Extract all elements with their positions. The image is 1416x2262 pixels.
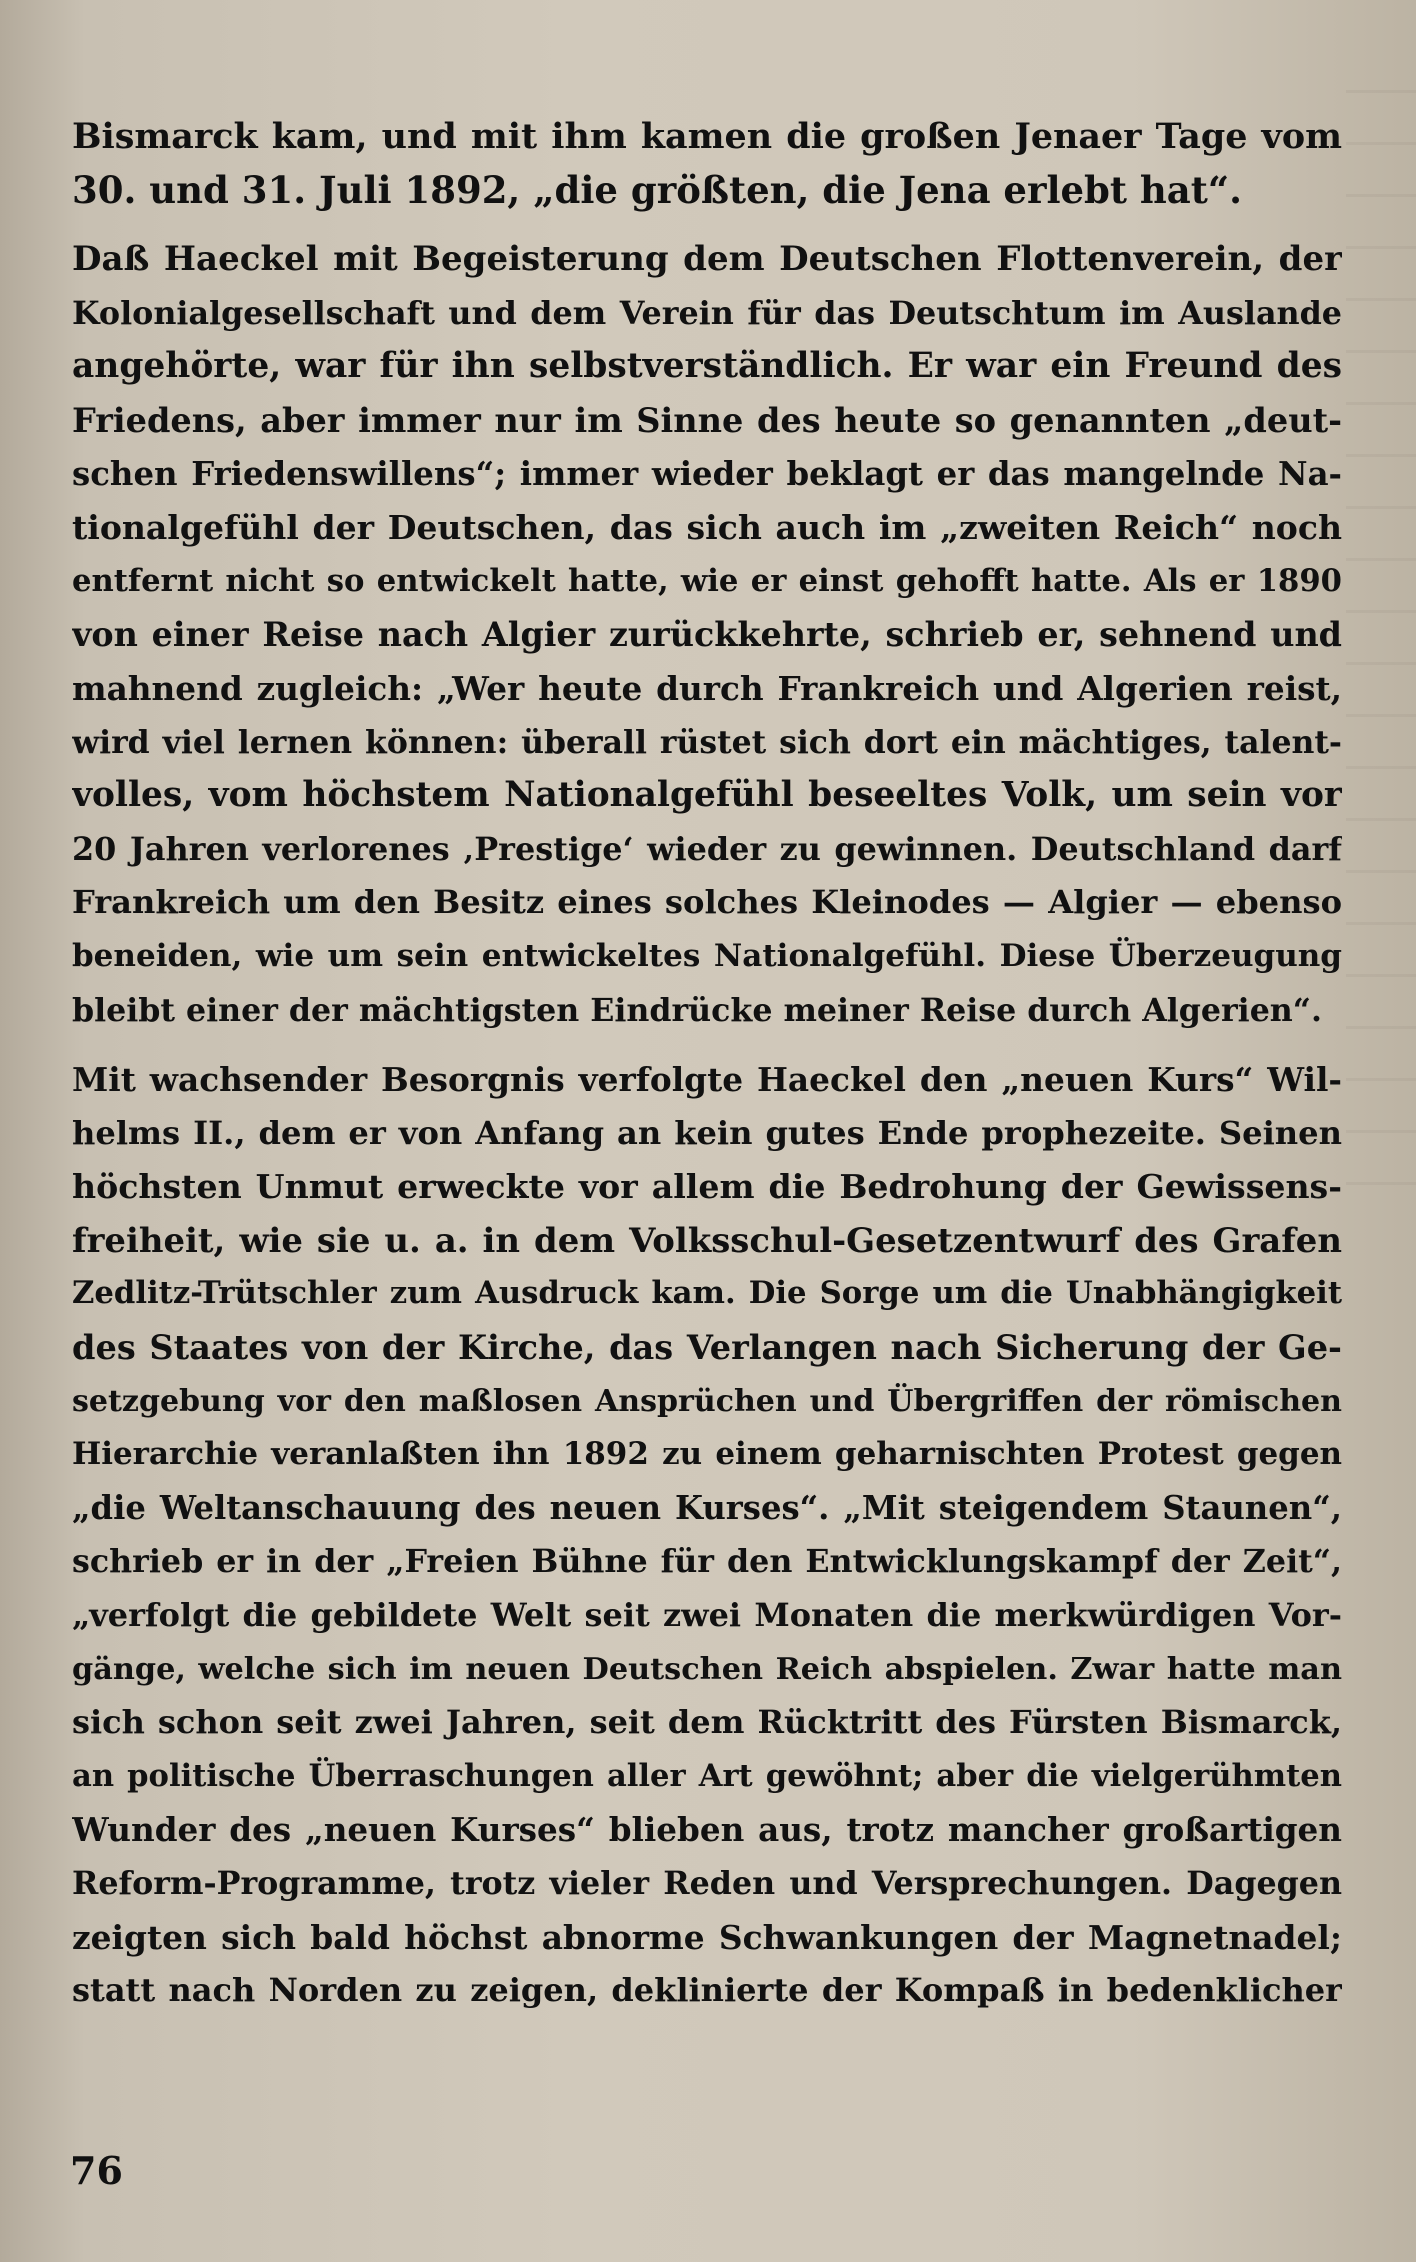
text-line: entfernt nicht so entwickelt hatte, wie er einst gehofft hatte. Als er 1890 bbox=[72, 562, 1342, 599]
text-line: gänge, welche sich im neuen Deutschen Reich abspielen. Zwar hatte man bbox=[72, 1651, 1342, 1687]
text-line: Mit wachsender Besorgnis verfolgte Haeckel den „neuen Kurs“ Wil- bbox=[72, 1060, 1342, 1100]
text-line: des Staates von der Kirche, das Verlangen nach Sicherung der Ge- bbox=[72, 1327, 1342, 1368]
text-line: Zedlitz-Trütschler zum Ausdruck kam. Die Sorge um die Unabhängigkeit bbox=[72, 1275, 1342, 1312]
body-text bbox=[72, 110, 1342, 2034]
text-line: angehörte, war für ihn selbstverständlich. Er war ein Freund des bbox=[72, 346, 1342, 387]
text-line: mahnend zugleich: „Wer heute durch Frankreich und Algerien reist, bbox=[72, 668, 1342, 708]
text-line: Daß Haeckel mit Begeisterung dem Deutschen Flottenverein, der bbox=[72, 239, 1342, 280]
text-line: „die Weltanschauung des neuen Kurses“. „Mit steigendem Staunen“, bbox=[72, 1488, 1342, 1527]
text-line: 20 Jahren verlorenes ‚Prestige‘ wieder zu gewinnen. Deutschland darf bbox=[72, 829, 1342, 868]
text-line: schrieb er in der „Freien Bühne für den Entwicklungskampf der Zeit“, bbox=[72, 1543, 1342, 1581]
text-line: setzgebung vor den maßlosen Ansprüchen und Übergriffen der römischen bbox=[72, 1383, 1342, 1419]
text-line: Kolonialgesellschaft und dem Verein für das Deutschtum im Auslande bbox=[72, 294, 1342, 332]
text-line: volles, vom höchstem Nationalgefühl beseeltes Volk, um sein vor bbox=[72, 775, 1342, 816]
text-line: Bismarck kam, und mit ihm kamen die großen Jenaer Tage vom bbox=[72, 116, 1342, 157]
text-line: freiheit, wie sie u. a. in dem Volksschul-Gesetzentwurf des Grafen bbox=[72, 1219, 1342, 1260]
text-line: helms II., dem er von Anfang an kein gutes Ende prophezeite. Seinen bbox=[72, 1113, 1342, 1152]
text-line: tionalgefühl der Deutschen, das sich auch im „zweiten Reich“ noch bbox=[72, 508, 1342, 548]
page-number: 76 bbox=[70, 2148, 123, 2193]
text-line: Frankreich um den Besitz eines solches Kleinodes — Algier — ebenso bbox=[72, 883, 1342, 922]
text-line: statt nach Norden zu zeigen, deklinierte der Kompaß in bedenklicher bbox=[72, 1971, 1342, 2010]
text-line: von einer Reise nach Algier zurückkehrte, schrieb er, sehnend und bbox=[72, 615, 1342, 655]
text-line: Reform-Programme, trotz vieler Reden und Versprechungen. Dagegen bbox=[72, 1865, 1342, 1902]
text-line: schen Friedenswillens“; immer wieder beklagt er das mangelnde Na- bbox=[72, 454, 1342, 493]
text-line: an politische Überraschungen aller Art gewöhnt; aber die vielgerühmten bbox=[72, 1757, 1342, 1794]
text-line: höchsten Unmut erweckte vor allem die Bedrohung der Gewissens- bbox=[72, 1167, 1342, 1207]
show-through-bleed bbox=[1346, 90, 1416, 1190]
text-line: „verfolgt die gebildete Welt seit zwei Monaten die merkwürdigen Vor- bbox=[72, 1596, 1342, 1635]
text-line: bleibt einer der mächtigsten Eindrücke meiner Reise durch Algerien“. bbox=[72, 991, 1323, 1029]
text-line: Friedens, aber immer nur im Sinne des heute so genannten „deut- bbox=[72, 400, 1342, 440]
text-line: beneiden, wie um sein entwickeltes Nationalgefühl. Diese Überzeugung bbox=[72, 937, 1342, 974]
text-line: Hierarchie veranlaßten ihn 1892 zu einem geharnischten Protest gegen bbox=[72, 1436, 1342, 1473]
paragraph bbox=[72, 110, 1342, 217]
paragraph bbox=[72, 233, 1342, 1037]
paragraph bbox=[72, 1053, 1342, 2018]
text-line: zeigten sich bald höchst abnorme Schwankungen der Magnetnadel; bbox=[72, 1917, 1342, 1957]
text-line: Wunder des „neuen Kurses“ blieben aus, trotz mancher großartigen bbox=[72, 1810, 1342, 1850]
text-line: wird viel lernen können: überall rüstet sich dort ein mächtiges, talent- bbox=[72, 723, 1342, 761]
text-line: 30. und 31. Juli 1892, „die größten, die Jena erlebt hat“. bbox=[72, 167, 1243, 212]
text-line: sich schon seit zwei Jahren, seit dem Rücktritt des Fürsten Bismarck, bbox=[72, 1703, 1342, 1742]
